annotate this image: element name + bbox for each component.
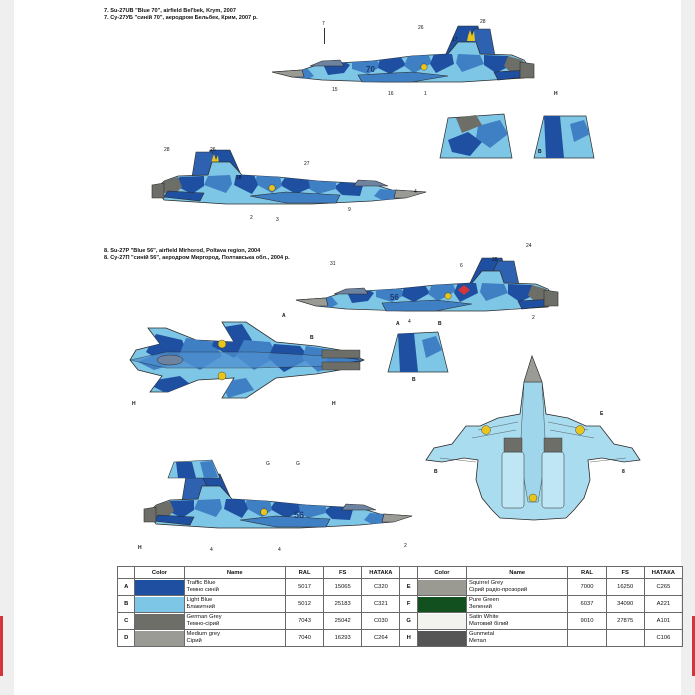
marker-H-plan: H [132,401,136,407]
swatch-color-A [135,580,183,595]
legend-swatch-E [417,579,466,596]
legend-index-E: E [400,579,417,596]
caption-scheme-7 [104,8,258,22]
svg-text:56: 56 [390,293,399,302]
marker-27: 27 [304,161,310,167]
legend-index-G: G [400,613,417,630]
marker-A-plan: A [282,313,286,319]
marker-H: H [554,91,558,97]
marker-15: 15 [332,87,338,93]
marker-A-tail: A [396,321,400,327]
legend-header-color-right: Color [417,567,466,579]
legend-index-H: H [400,630,417,647]
marker-31: 31 [330,261,336,267]
marker-4-lower: 4 [210,547,213,553]
table-row [118,579,683,596]
legend-name-B [184,596,285,613]
marker-28-mid: 28 [164,147,170,153]
legend-swatch-G [417,613,466,630]
legend-header-index-right [400,567,417,579]
legend-name-D-en: Medium grey [186,631,221,637]
aircraft-side-view-left-su27ub [122,148,442,228]
legend-header-ral-right: RAL [568,567,606,579]
legend-name-B-en: Light Blue [186,597,213,603]
right-margin [681,0,695,695]
marker-8b-lower: G [296,461,300,467]
legend-name-A [184,579,285,596]
marker-G-bottom: 8 [622,469,625,475]
legend-name-F-ua: Зелений [468,604,492,610]
aircraft-side-view-su27ub-blue70 [262,20,562,110]
legend-fs-D: 16293 [324,630,362,647]
legend-fs-B: 25183 [324,596,362,613]
legend-ral-G: 9010 [568,613,606,630]
caption-scheme-8 [104,248,290,262]
legend-ral-B: 5012 [285,596,323,613]
legend-name-G-en: Satin White [468,614,499,620]
legend-name-F [466,596,567,613]
legend-fs-A: 15065 [324,579,362,596]
legend-name-F-en: Pure Green [468,597,499,603]
legend-fs-C: 25042 [324,613,362,630]
marker-26: 26 [418,25,424,31]
legend-ral-C: 7043 [285,613,323,630]
table-row [118,613,683,630]
svg-text:70: 70 [366,65,375,74]
table-row [118,596,683,613]
marker-9: 9 [348,207,351,213]
legend-ral-D: 7040 [285,630,323,647]
marker-E-bottom: E [600,411,604,417]
legend-name-C-ua: Темно-сірий [186,621,220,627]
aircraft-side-view-su27p-lower [140,472,420,552]
legend-ral-H [568,630,606,647]
marker-B-tail-lower: B [412,377,416,383]
marker-2-bottom: 2 [532,315,535,321]
legend-index-B: B [118,596,135,613]
legend-name-D-ua: Сірий [186,638,202,644]
legend-header-hataka-left: НАТАКА [362,567,400,579]
legend-fs-E: 16250 [606,579,644,596]
nose-detail-scheme8 [166,456,222,482]
legend-name-C-en: German Grey [186,614,222,620]
legend-hataka-H: C106 [644,630,682,647]
marker-6: 6 [460,263,463,269]
legend-index-A: A [118,579,135,596]
legend-swatch-A [135,579,184,596]
marker-C: B [538,149,542,155]
marker-7: 7 [322,21,325,27]
legend-header-row [118,567,683,579]
legend-fs-G: 27875 [606,613,644,630]
legend-index-D: D [118,630,135,647]
left-margin [0,0,14,695]
caption-7-english: 7. Su-27UB "Blue 70", airfield Bel'bek, Krym, 2007 [104,8,236,14]
legend-hataka-D: C264 [362,630,400,647]
caption-8-ukrainian: 8. Су-27П "синій 56", аеродром Миргород, Полтавська обл., 2004 р. [104,255,290,261]
caption-8-english: 8. Su-27P "Blue 56", airfield Mirhorod, Poltava region, 2004 [104,248,261,254]
table-row [118,630,683,647]
marker-24: 24 [526,243,532,249]
legend-swatch-H [417,630,466,647]
marker-2-mid: 2 [250,215,253,221]
marker-B-plan: B [310,335,314,341]
marker-8-lower: G [266,461,270,467]
legend-ral-F: 6037 [568,596,606,613]
marker-4b-lower: 4 [278,547,281,553]
swatch-color-F [418,597,466,612]
swatch-color-B [135,597,183,612]
legend-swatch-F [417,596,466,613]
legend-header-hataka-right: НАТАКА [644,567,682,579]
aircraft-top-view-camouflage [126,306,386,416]
color-legend-table [117,566,683,647]
swatch-color-C [135,614,183,629]
legend-index-C: C [118,613,135,630]
caption-7-ukrainian: 7. Су-27УБ "синій 70", аеродром Бельбек, Крим, 2007 р. [104,15,258,21]
legend-name-E [466,579,567,596]
swatch-color-E [418,580,466,595]
legend-name-G [466,613,567,630]
marker-26-mid: 26 [210,147,216,153]
marker-16: 16 [388,91,394,97]
marker-B-bottom: B [434,469,438,475]
leader-line [324,28,325,44]
marker-25: 25 [492,257,498,263]
legend-hataka-B: C321 [362,596,400,613]
marker-18: 18 [236,175,242,181]
marker-H-plan-right: H [332,401,336,407]
legend-hataka-C: C030 [362,613,400,630]
marker-4-bottom: 4 [408,319,411,325]
legend-swatch-B [135,596,184,613]
marker-1: 1 [424,91,427,97]
swatch-color-D [135,631,183,646]
legend-name-B-ua: Блакитний [186,604,215,610]
legend-name-G-ua: Матовий білий [468,621,509,627]
legend-name-A-en: Traffic Blue [186,580,216,586]
legend-header-fs-left: FS [324,567,362,579]
legend-hataka-E: C265 [644,579,682,596]
legend-header-fs-right: FS [606,567,644,579]
legend-hataka-G: A101 [644,613,682,630]
legend-header-name-left: Name [184,567,285,579]
legend-name-C [184,613,285,630]
aircraft-bottom-view-plan [418,352,648,522]
legend-hataka-A: C320 [362,579,400,596]
legend-ral-E: 7000 [568,579,606,596]
legend-header-index-left [118,567,135,579]
tail-detail-left [438,110,516,162]
marker-17: 17 [452,37,458,43]
marker-28: 28 [480,19,486,25]
marker-3-mid: 3 [276,217,279,223]
legend-fs-F: 34090 [606,596,644,613]
legend-header-name-right: Name [466,567,567,579]
legend-fs-H [606,630,644,647]
svg-text:56: 56 [294,510,305,520]
instruction-sheet [14,0,681,695]
red-marker-left [0,616,3,676]
legend-name-E-ua: Сірий радіо-прозорий [468,587,528,593]
legend-header-ral-left: RAL [285,567,323,579]
marker-H-lower: H [138,545,142,551]
legend-name-A-ua: Темно синій [186,587,219,593]
legend-hataka-F: A221 [644,596,682,613]
legend-name-E-en: Squirrel Grey [468,580,504,586]
marker-2-lower: 2 [404,543,407,549]
legend-name-D [184,630,285,647]
swatch-color-G [418,614,466,629]
legend-swatch-C [135,613,184,630]
legend-name-H-ua: Метал [468,638,487,644]
legend-name-H-en: Gunmetal [468,631,495,637]
legend-swatch-D [135,630,184,647]
marker-B-tail: B [438,321,442,327]
swatch-color-H [418,631,466,646]
marker-4-mid: 4 [414,189,417,195]
legend-name-H [466,630,567,647]
legend-ral-A: 5017 [285,579,323,596]
legend-header-color-left: Color [135,567,184,579]
legend-index-F: F [400,596,417,613]
